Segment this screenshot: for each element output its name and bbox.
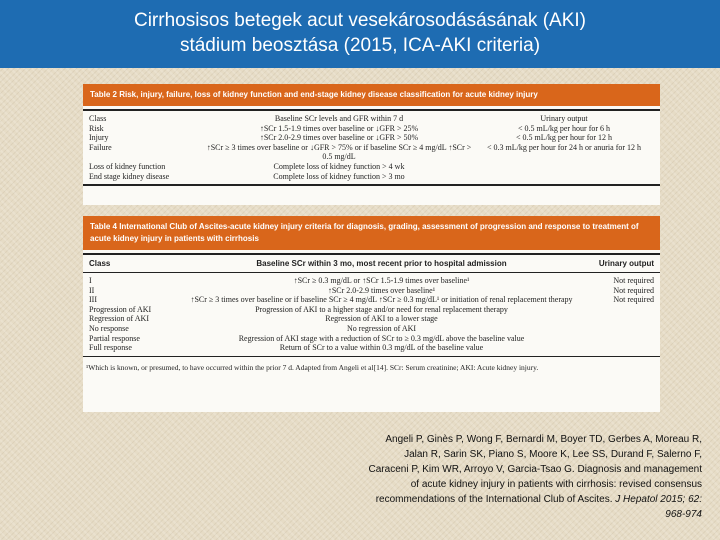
table-cell: [584, 305, 654, 315]
table-cell: < 0.5 mL/kg per hour for 6 h: [517, 123, 611, 133]
header-urinary: Urinary output: [598, 259, 654, 268]
table-2-caption: Table 2 Risk, injury, failure, loss of kidney function and end-stage kidney disease classification for acute kidney injury: [83, 84, 660, 106]
table-cell: III: [89, 295, 97, 305]
table-cell: Injury: [89, 133, 109, 143]
table-4-header: [83, 253, 660, 273]
table-2-rifle: [83, 84, 660, 205]
table-cell: [584, 324, 654, 334]
title-line-2: stádium beosztása (2015, ICA-AKI criteria): [179, 35, 541, 56]
table-4-ica-aki: [83, 216, 660, 412]
table-cell: < 0.5 mL/kg per hour for 12 h: [515, 133, 613, 143]
table-cell: Progression of AKI to a higher stage and/or need for renal replacement therapy: [255, 304, 508, 314]
table-cell: Urinary output: [540, 114, 588, 123]
table-cell: I: [89, 276, 92, 285]
table-cell: Not required: [613, 285, 654, 295]
table-cell: Loss of kidney function: [89, 161, 166, 171]
table-cell: [584, 314, 654, 324]
table-cell: Full response: [89, 343, 132, 353]
table-cell: < 0.3 mL/kg per hour for 24 h or anuria for 12 h: [486, 142, 642, 152]
table-cell: ↑SCr ≥ 3 times over baseline or if baseline SCr ≥ 4 mg/dL ↑SCr ≥ 0.3 mg/dL¹ or initiation of renal replacement therapy: [190, 295, 573, 305]
title-line-1: Cirrhosisos betegek acut vesekárosodásásának (AKI): [133, 10, 586, 31]
table-cell: Partial response: [89, 333, 140, 343]
table-4-footnote: ¹Which is known, or presumed, to have occurred within the prior 7 d. Adapted from Angeli et al[14]. SCr: Serum creatinine; AKI: Acute kidney injury.: [86, 362, 539, 372]
table-cell: Regression of AKI: [89, 314, 149, 324]
table-cell: Failure: [89, 142, 112, 152]
table-cell: Not required: [613, 295, 654, 305]
header-baseline: Baseline SCr within 3 mo, most recent prior to hospital admission: [256, 259, 507, 268]
header-class: Class: [89, 259, 111, 268]
table-4-caption: Table 4 International Club of Ascites-acute kidney injury criteria for diagnosis, grading, assessment of progression and response to treatment of acute kidney injury in patients with cirrhosis: [83, 216, 660, 250]
table-cell: [584, 334, 654, 344]
table-cell: No response: [89, 323, 129, 333]
table-cell: Class: [89, 114, 107, 123]
table-cell: Progression of AKI: [89, 304, 152, 314]
table-cell: No regression of AKI: [346, 323, 417, 333]
table-cell: End stage kidney disease: [89, 171, 170, 181]
table-cell: Baseline SCr levels and GFR within 7 d: [274, 114, 404, 123]
table-2-body: [83, 109, 660, 186]
table-cell: [474, 172, 654, 182]
table-cell: Regression of AKI stage with a reduction of SCr to ≥ 0.3 mg/dL above the baseline value: [238, 333, 525, 343]
citation: [362, 432, 702, 522]
table-cell: ↑SCr ≥ 3 times over baseline or ↓GFR > 75% or if baseline SCr ≥ 4 mg/dL ↑SCr > 0.5 mg/dL: [206, 142, 472, 162]
table-cell: Regression of AKI to a lower stage: [325, 314, 438, 324]
table-cell: Not required: [613, 276, 654, 285]
table-cell: [584, 343, 654, 353]
table-cell: [474, 162, 654, 172]
table-4-body: [83, 273, 660, 357]
table-cell: ↑SCr 2.0-2.9 times over baseline¹: [327, 285, 436, 295]
slide-title: [0, 0, 720, 68]
table-cell: Complete loss of kidney function > 3 mo: [273, 171, 405, 181]
table-cell: ↑SCr 1.5-1.9 times over baseline or ↓GFR > 25%: [259, 123, 419, 133]
table-cell: II: [89, 285, 95, 295]
table-cell: ↑SCr 2.0-2.9 times over baseline or ↓GFR > 50%: [259, 133, 419, 143]
table-cell: ↑SCr ≥ 0.3 mg/dL or ↑SCr 1.5-1.9 times over baseline¹: [293, 276, 470, 285]
table-cell: Complete loss of kidney function > 4 wk: [273, 161, 405, 171]
citation-journal: J Hepatol 2015; 62: 968-974: [612, 494, 702, 520]
citation-text: Angeli P, Ginès P, Wong F, Bernardi M, Boyer TD, Gerbes A, Moreau R, Jalan R, Sarin SK, Piano S, Moore K, Lee SS, Durand F, Salerno F, Caraceni P, Kim WR, Arroyo V, Garcia-Tsao G. Diagnosis and management of acute kidney injury in patients with cirrhosis: revised consensus recommendations of the International Club of Ascites.: [368, 434, 702, 505]
table-cell: Risk: [89, 123, 104, 133]
table-cell: Return of SCr to a value within 0.3 mg/dL of the baseline value: [279, 343, 484, 353]
